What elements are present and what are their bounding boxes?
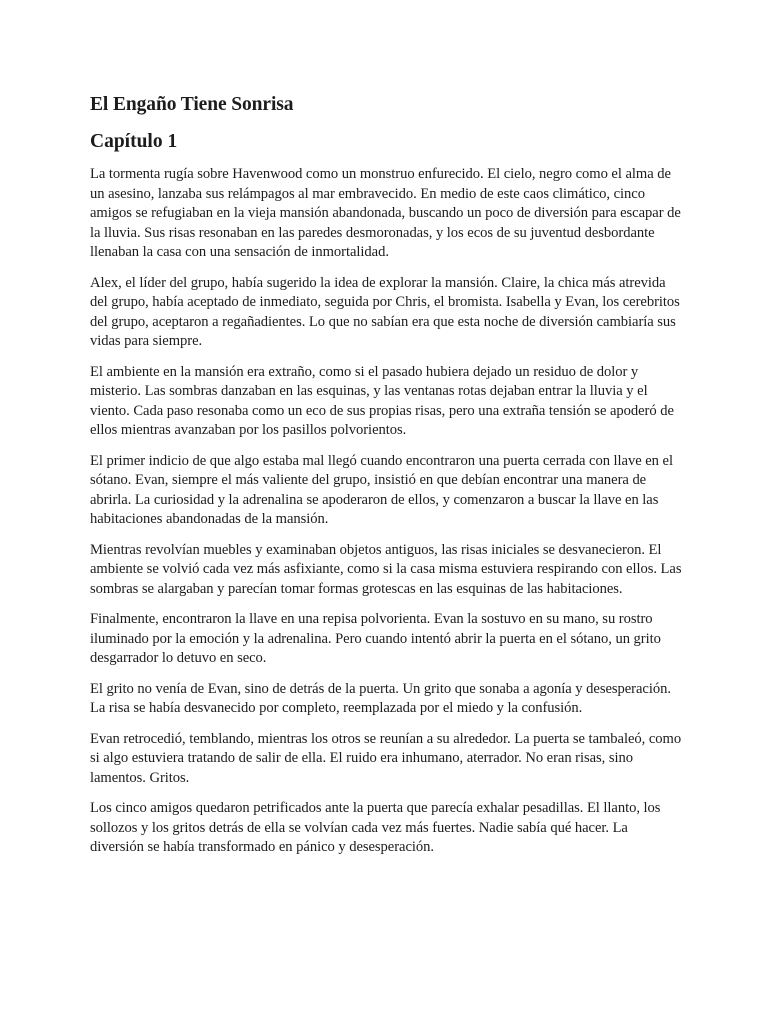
paragraph-2: Alex, el líder del grupo, había sugerido la idea de explorar la mansión. Claire, la chica más atrevida del grupo, había aceptado de inmediato, seguida por Chris, el bromista. Isabella y Evan, los cerebritos del grupo, aceptaron a regañadientes. Lo que no sabían era que esta noche de diversión cambiaría sus vidas para siempre. xyxy=(90,274,680,349)
paragraph-7: El grito no venía de Evan, sino de detrás de la puerta. Un grito que sonaba a agonía y desesperación. La risa se había desvanecido por completo, reemplazada por el miedo y la confusión. xyxy=(90,680,671,716)
paragraph-4: El primer indicio de que algo estaba mal llegó cuando encontraron una puerta cerrada con llave en el sótano. Evan, siempre el más valiente del grupo, insistió en que debían encontrar una manera de abrirla. La curiosidad y la adrenalina se apoderaron de ellos, y comenzaron a buscar la llave en las habitaciones abandonadas de la mansión. xyxy=(90,452,673,527)
paragraph-6: Finalmente, encontraron la llave en una repisa polvorienta. Evan la sostuvo en su mano, su rostro iluminado por la emoción y la adrenalina. Pero cuando intentó abrir la puerta en el sótano, un grito desgarrador lo detuvo en seco. xyxy=(90,611,661,666)
paragraph-3: El ambiente en la mansión era extraño, como si el pasado hubiera dejado un residuo de dolor y misterio. Las sombras danzaban en las esquinas, y las ventanas rotas dejaban entrar la lluvia y el viento. Cada paso resonaba como un eco de sus propias risas, pero una extraña tensión se apoderó de ellos mientras avanzaban por los pasillos polvorientos. xyxy=(90,363,674,438)
paragraph-1: La tormenta rugía sobre Havenwood como un monstruo enfurecido. El cielo, negro como el alma de un asesino, lanzaba sus relámpagos al mar embravecido. En medio de este caos climático, cinco amigos se refugiaban en la vieja mansión abandonada, buscando un poco de diversión para escapar de la lluvia. Sus risas resonaban en las paredes desmoronadas, y los ecos de su juventud desbordante llenaban la casa con una sensación de inmortalidad. xyxy=(90,166,681,260)
paragraph-9: Los cinco amigos quedaron petrificados ante la puerta que parecía exhalar pesadillas. El llanto, los sollozos y los gritos detrás de ella se volvían cada vez más fuertes. Nadie sabía qué hacer. La diversión se había transformado en pánico y desesperación. xyxy=(90,800,661,855)
chapter-heading: Capítulo 1 xyxy=(90,131,178,152)
document-title: El Engaño Tiene Sonrisa xyxy=(90,94,294,115)
paragraph-8: Evan retrocedió, temblando, mientras los otros se reunían a su alrededor. La puerta se tambaleó, como si algo estuviera tratando de salir de ella. El ruido era inhumano, aterrador. No eran risas, sino lamentos. Gritos. xyxy=(90,730,682,786)
paragraph-5: Mientras revolvían muebles y examinaban objetos antiguos, las risas iniciales se desvanecieron. El ambiente se volvió cada vez más asfixiante, como si la casa misma estuviera respirando con ellos. Las sombras se alargaban y parecían tomar formas grotescas en las esquinas de las habitaciones. xyxy=(90,541,682,597)
